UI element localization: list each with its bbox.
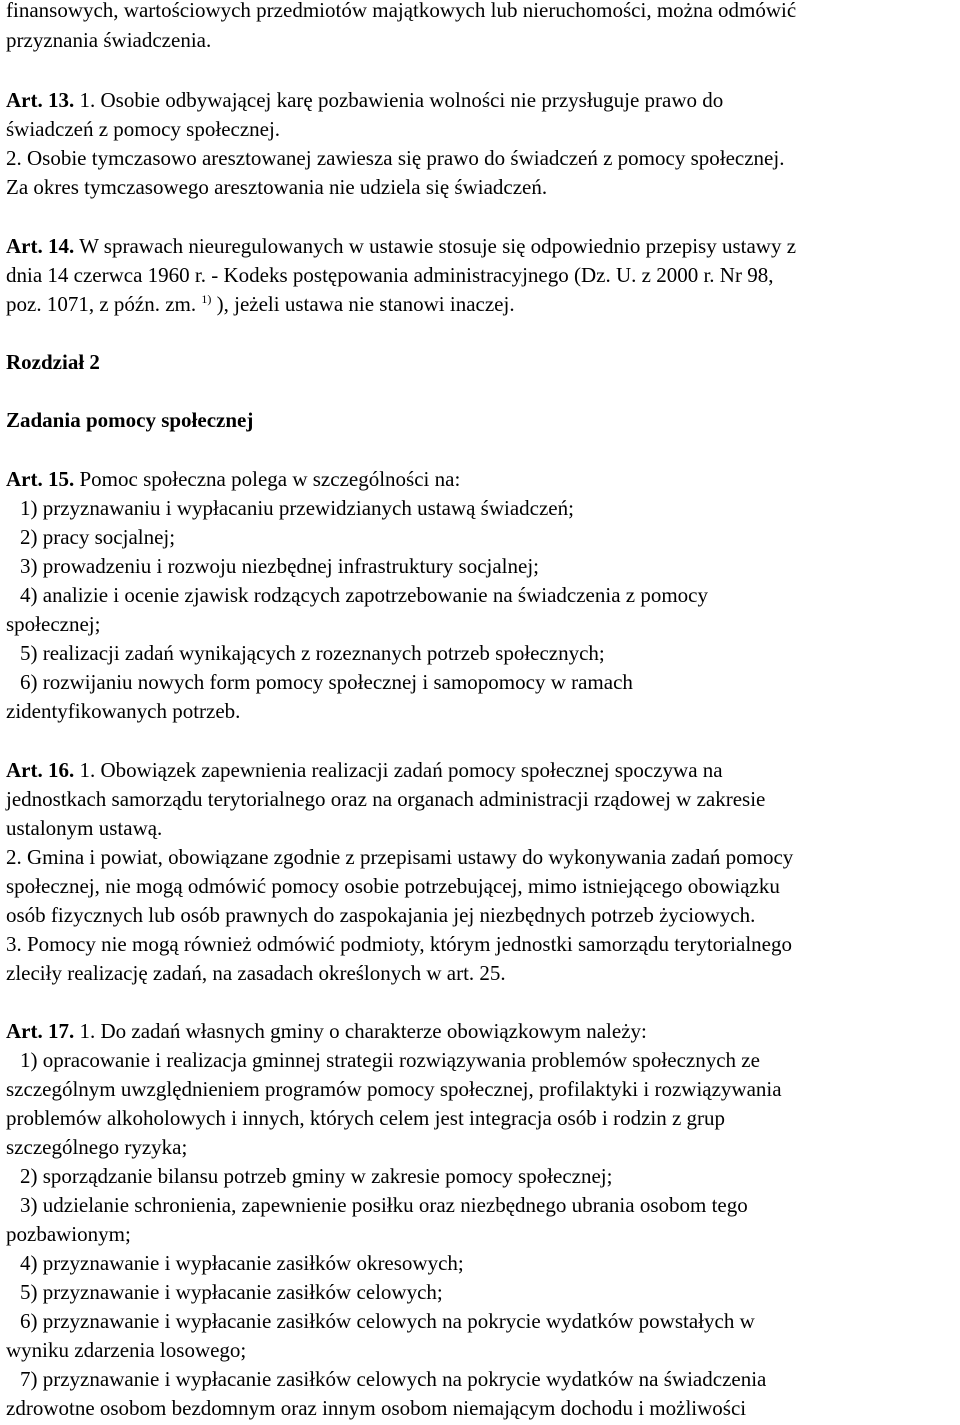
list-item: 1) opracowanie i realizacja gminnej strategii rozwiązywania problemów społecznych ze bbox=[20, 1048, 760, 1072]
footnote-ref: 1) bbox=[201, 292, 212, 306]
text-line: szczególnego ryzyka; bbox=[6, 1135, 188, 1159]
text-line: wyniku zdarzenia losowego; bbox=[6, 1338, 247, 1362]
text-line: zidentyfikowanych potrzeb. bbox=[6, 699, 241, 723]
list-item: 6) przyznawanie i wypłacanie zasiłków celowych na pokrycie wydatków powstałych w bbox=[20, 1309, 755, 1333]
text-line: 2. Osobie tymczasowo aresztowanej zawiesza się prawo do świadczeń z pomocy społecznej. bbox=[6, 146, 785, 170]
text-line: poz. 1071, z późn. zm. $^{1)}$ ), jeżeli ustawa nie stanowi inaczej. bbox=[6, 292, 515, 316]
list-item: 6) rozwijaniu nowych form pomocy społecznej i samopomocy w ramach bbox=[20, 670, 633, 694]
text-line: ustalonym ustawą. bbox=[6, 816, 163, 840]
text-line: jednostkach samorządu terytorialnego oraz na organach administracji rządowej w zakresie bbox=[6, 787, 766, 811]
article-number: Art. 14. bbox=[6, 234, 75, 258]
list-item: 2) sporządzanie bilansu potrzeb gminy w zakresie pomocy społecznej; bbox=[20, 1164, 613, 1188]
text-line: Za okres tymczasowego aresztowania nie udziela się świadczeń. bbox=[6, 175, 548, 199]
chapter-label: Rozdział 2 bbox=[6, 350, 100, 374]
text-line: zdrowotne osobom bezdomnym oraz innym osobom niemającym dochodu i możliwości bbox=[6, 1396, 747, 1420]
text-line: 2. Gmina i powiat, obowiązane zgodnie z przepisami ustawy do wykonywania zadań pomocy bbox=[6, 845, 794, 869]
art-16-line: Art. 16. 1. Obowiązek zapewnienia realizacji zadań pomocy społecznej spoczywa na bbox=[6, 758, 723, 782]
text-line: problemów alkoholowych i innych, których celem jest integracja osób i rodzin z grup bbox=[6, 1106, 726, 1130]
text-line: społecznej, nie mogą odmówić pomocy osobie potrzebującej, mimo istniejącego obowiązku bbox=[6, 874, 780, 898]
article-number: Art. 17. bbox=[6, 1019, 75, 1043]
chapter-title: Zadania pomocy społecznej bbox=[6, 408, 254, 432]
list-item: 1) przyznawaniu i wypłacaniu przewidzianych ustawą świadczeń; bbox=[20, 496, 574, 520]
text-line: finansowych, wartościowych przedmiotów majątkowych lub nieruchomości, można odmówić bbox=[6, 0, 797, 22]
text-line: przyznania świadczenia. bbox=[6, 28, 212, 52]
article-number: Art. 16. bbox=[6, 758, 75, 782]
list-item: 3) prowadzeniu i rozwoju niezbędnej infrastruktury socjalnej; bbox=[20, 554, 539, 578]
list-item: 4) analizie i ocenie zjawisk rodzących zapotrzebowanie na świadczenia z pomocy bbox=[20, 583, 708, 607]
list-item: 7) przyznawanie i wypłacanie zasiłków celowych na pokrycie wydatków na świadczenia bbox=[20, 1367, 767, 1391]
art-13-line: Art. 13. 1. Osobie odbywającej karę pozbawienia wolności nie przysługuje prawo do bbox=[6, 88, 724, 112]
list-item: 4) przyznawanie i wypłacanie zasiłków okresowych; bbox=[20, 1251, 464, 1275]
text-line: pozbawionym; bbox=[6, 1222, 131, 1246]
list-item: 3) udzielanie schronienia, zapewnienie posiłku oraz niezbędnego ubrania osobom tego bbox=[20, 1193, 748, 1217]
art-17-line: Art. 17. 1. Do zadań własnych gminy o charakterze obowiązkowym należy: bbox=[6, 1019, 647, 1043]
list-item: 5) przyznawanie i wypłacanie zasiłków celowych; bbox=[20, 1280, 443, 1304]
text-line: osób fizycznych lub osób prawnych do zaspokajania jej niezbędnych potrzeb życiowych. bbox=[6, 903, 756, 927]
list-item: 5) realizacji zadań wynikających z rozeznanych potrzeb społecznych; bbox=[20, 641, 605, 665]
article-number: Art. 15. bbox=[6, 467, 75, 491]
art-15-line: Art. 15. Pomoc społeczna polega w szczególności na: bbox=[6, 467, 461, 491]
text-line: zleciły realizację zadań, na zasadach określonych w art. 25. bbox=[6, 961, 506, 985]
text-line: świadczeń z pomocy społecznej. bbox=[6, 117, 281, 141]
text-line: 3. Pomocy nie mogą również odmówić podmioty, którym jednostki samorządu terytorialnego bbox=[6, 932, 792, 956]
text-line: społecznej; bbox=[6, 612, 101, 636]
list-item: 2) pracy socjalnej; bbox=[20, 525, 176, 549]
art-14-line: Art. 14. W sprawach nieuregulowanych w ustawie stosuje się odpowiednio przepisy ustawy z bbox=[6, 234, 797, 258]
text-line: dnia 14 czerwca 1960 r. - Kodeks postępowania administracyjnego (Dz. U. z 2000 r. Nr 98, bbox=[6, 263, 774, 287]
article-number: Art. 13. bbox=[6, 88, 75, 112]
text-line: szczególnym uwzględnieniem programów pomocy społecznej, profilaktyki i rozwiązywania bbox=[6, 1077, 782, 1101]
